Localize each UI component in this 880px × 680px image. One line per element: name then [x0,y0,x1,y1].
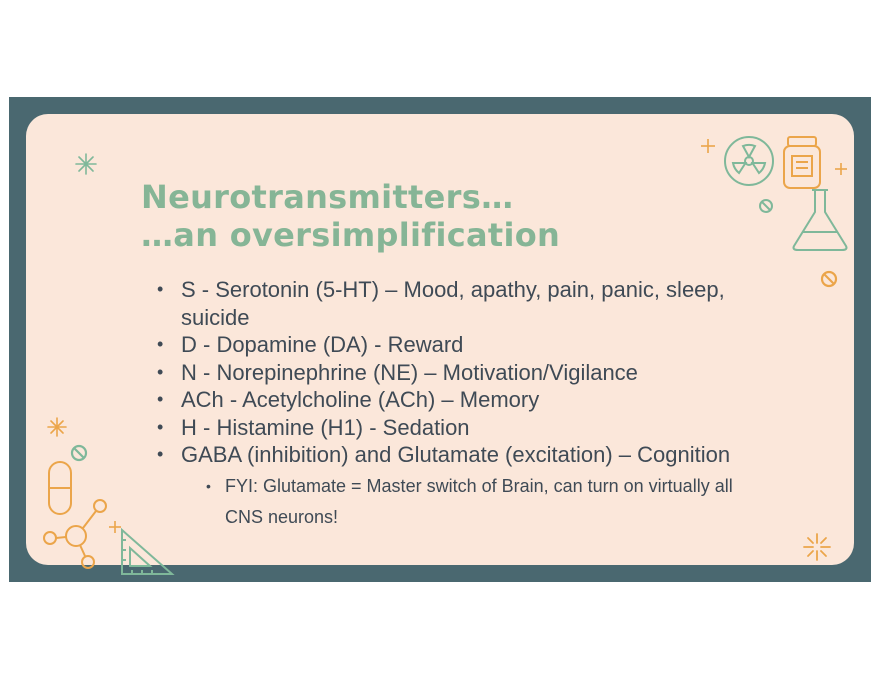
sub-bullet-list [181,471,756,533]
molecule-icon [38,492,108,572]
slide-title [141,178,560,254]
sparkle-icon [802,532,832,562]
title-line-1: Neurotransmitters… [141,178,514,216]
slide-panel [26,114,854,565]
radiation-icon [722,134,776,188]
flask-icon [788,186,852,254]
bullet-item: • S - Serotonin (5-HT) – Mood, apathy, pain, panic, sleep, suicide [156,276,756,331]
bullet-text: GABA (inhibition) and Glutamate (excitation) – Cognition [181,442,731,467]
slide-frame [9,97,871,582]
bullet-item: • H - Histamine (H1) - Sedation [156,414,756,442]
bullet-item: • N - Norepinephrine (NE) – Motivation/Vigilance [156,359,756,387]
plus-icon [834,162,848,176]
plus-icon [700,138,716,154]
jar-icon [780,134,824,192]
no-sign-icon [820,270,838,288]
sparkle-icon [74,152,98,176]
title-line-2: …an oversimplification [141,216,561,254]
sparkle-icon [47,417,67,437]
bullet-list [156,276,756,533]
sub-bullet-item: • FYI: Glutamate = Master switch of Brain, can turn on virtually all CNS neurons! [181,471,765,533]
no-sign-icon [758,198,774,214]
bullet-item: • ACh - Acetylcholine (ACh) – Memory [156,386,756,414]
set-square-icon [118,526,176,578]
bullet-item: • D - Dopamine (DA) - Reward [156,331,756,359]
bullet-item [156,441,756,533]
